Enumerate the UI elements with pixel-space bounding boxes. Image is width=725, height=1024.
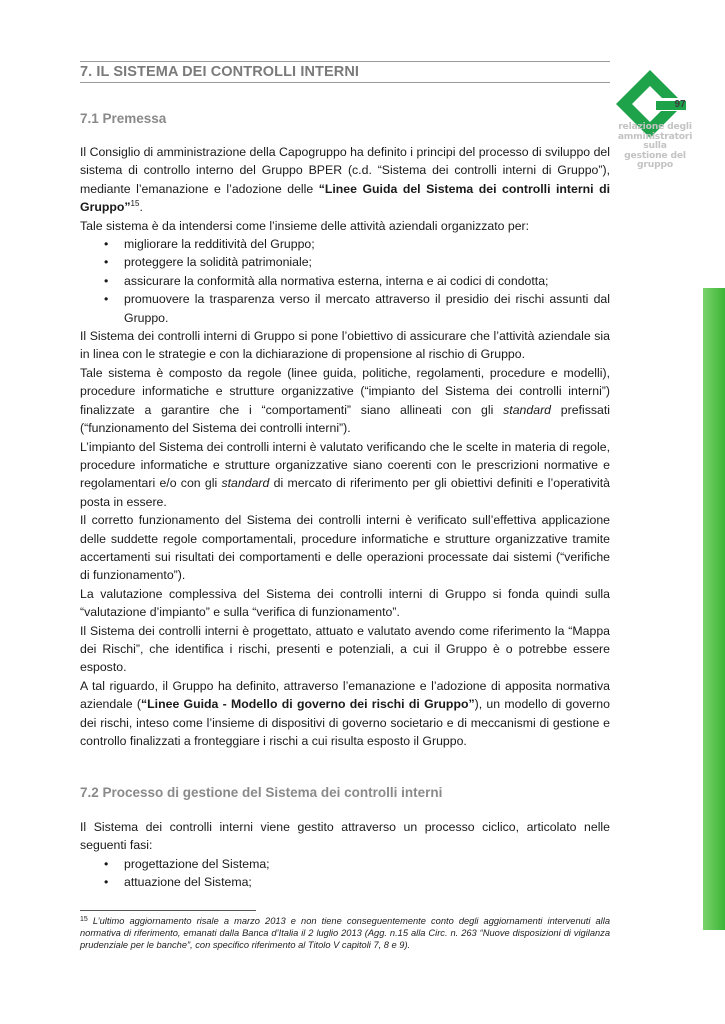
footnote-number: 15	[80, 916, 88, 923]
section-7-1-body	[80, 143, 610, 750]
paragraph: La valutazione complessiva del Sistema dei controlli interni di Gruppo si fonda quindi sulla “valutazione d’impianto” e sulla “verifica di funzionamento”.	[80, 586, 610, 620]
section-7-2-body	[80, 818, 610, 892]
paragraph	[80, 364, 610, 438]
page-number: 97	[674, 99, 686, 110]
paragraph-text: prefissati (“funzionamento del Sistema dei controlli interni”).	[80, 402, 610, 436]
paragraph-text: ), un modello di governo dei rischi, inteso come l’insieme di dispositivi di governo societario e di meccanismi di gestione e controllo finalizzati a fronteggiare i rischi a cui risulta esposto il Gruppo.	[80, 697, 610, 748]
footnote-ref: 15	[130, 199, 140, 209]
paragraph	[80, 677, 610, 751]
list-item: • assicurare la conformità alla normativa esterna, interna e ai codici di condotta;	[124, 272, 610, 290]
list-item: • migliorare la redditività del Gruppo;	[124, 235, 610, 253]
footnote-text: L’ultimo aggiornamento risale a marzo 2013 e non tiene conseguentemente conto degli aggiornamenti intervenuti alla normativa di riferimento, emanati dalla Banca d’Italia il 2 luglio 2013 (Agg. n.15 alla Circ. n. 263 “Nuove disposizioni di vigilanza prudenziale per le banche”, con specifico riferimento al Titolo V capitoli 7, 8 e 9).	[80, 916, 610, 951]
logo-caption-line: gestione del gruppo	[624, 149, 686, 171]
header-top-rule	[80, 61, 610, 62]
section-heading-7-1: 7.1 Premessa	[80, 111, 167, 126]
chapter-title: 7. IL SISTEMA DEI CONTROLLI INTERNI	[80, 64, 360, 80]
phases-list	[80, 855, 610, 892]
objectives-list	[80, 235, 610, 327]
paragraph-text: Tale sistema è composto da regole (linee guida, politiche, regolamenti, procedure e modelli), procedure informatiche e strutture organizzative (“impianto del Sistema dei controlli interni”) finalizzate a garantire che i “comportamenti” siano allineati con gli	[80, 365, 610, 417]
logo-caption-line: amministratori sulla	[617, 130, 693, 152]
paragraph-text: di mercato di riferimento per gli obiettivi definiti e l’operatività posta in essere.	[80, 476, 611, 509]
paragraph-text: Il Consiglio di amministrazione della Capogruppo ha definito i principi del processo di sviluppo del sistema di controllo interno del Gruppo BPER (c.d. “Sistema dei controlli interni di Gruppo”), mediante l’emanazione e l’adozione delle	[80, 145, 610, 196]
guideline-title: “Linee Guida del Sistema dei controlli interni di Gruppo”	[80, 181, 610, 215]
paragraph	[80, 438, 610, 512]
paragraph-end: .	[139, 200, 143, 215]
italic-term: standard	[503, 402, 552, 417]
logo-caption	[605, 122, 705, 170]
section-heading-7-2: 7.2 Processo di gestione del Sistema dei controlli interni	[80, 785, 443, 800]
italic-term: standard	[221, 476, 270, 491]
paragraph: Il Sistema dei controlli interni viene gestito attraverso un processo ciclico, articolato nelle seguenti fasi:	[80, 820, 610, 853]
paragraph-text: L’impianto del Sistema dei controlli interni è valutato verificando che le scelte in materia di regole, procedure informatiche e strutture organizzative siano coerenti con le prescrizioni normative e regolamentari e/o con gli	[80, 439, 610, 491]
paragraph-text: A tal riguardo, il Gruppo ha definito, attraverso l’emanazione e l’adozione di apposita normativa aziendale (	[80, 678, 610, 712]
list-item: • promuovere la trasparenza verso il mercato attraverso il presidio dei rischi assunti dal Gruppo.	[124, 290, 610, 327]
logo-caption-line: relazione degli	[618, 121, 692, 132]
paragraph	[80, 143, 610, 217]
paragraph: Il Sistema dei controlli interni è progettato, attuato e valutato avendo come riferimento la “Mappa dei Rischi”, che identifica i rischi, presenti e potenziali, a cui il Gruppo è o potrebbe essere esposto.	[80, 623, 610, 675]
paragraph: Il Sistema dei controlli interni di Gruppo si pone l’obiettivo di assicurare che l’attività aziendale sia in linea con le strategie e con la dichiarazione di propensione al rischio di Gruppo.	[80, 329, 610, 362]
list-item: • attuazione del Sistema;	[124, 873, 610, 891]
paragraph: Il corretto funzionamento del Sistema dei controlli interni è verificato sull’effettiva applicazione delle suddette regole comportamentali, procedure informatiche e strutture organizzative tramite accertamenti sui risultati dei comportamenti e delle operazioni processate dai sistemi (“verifiche di funzionamento”).	[80, 513, 610, 583]
paragraph: Tale sistema è da intendersi come l’insieme delle attività aziendali organizzato per:	[80, 218, 530, 233]
list-item: • proteggere la solidità patrimoniale;	[124, 253, 610, 271]
side-color-bar	[703, 288, 725, 930]
footnote	[80, 915, 610, 952]
header-bottom-rule	[80, 82, 610, 83]
list-item: • progettazione del Sistema;	[124, 855, 610, 873]
guideline-title: “Linee Guida - Modello di governo dei rischi di Gruppo”	[141, 697, 475, 712]
footnote-rule	[80, 910, 256, 911]
